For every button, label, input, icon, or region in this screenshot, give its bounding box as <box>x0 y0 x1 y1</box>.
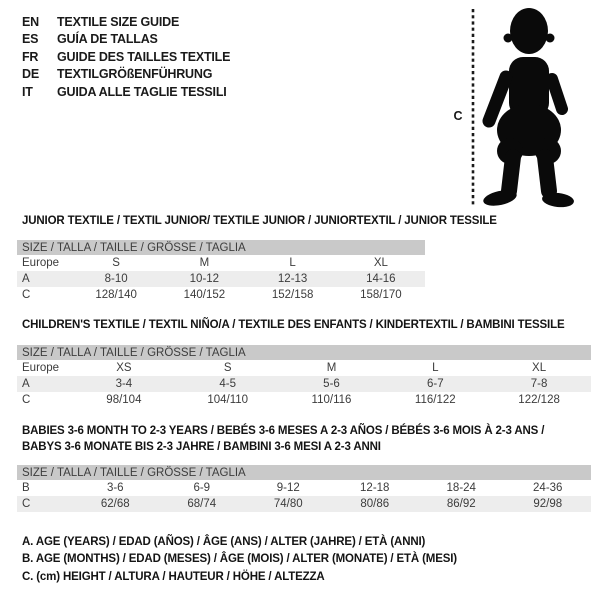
size-cell: 86/92 <box>418 496 505 512</box>
size-cell: 110/116 <box>311 394 352 406</box>
lang-code: EN <box>22 14 39 29</box>
lang-title: TEXTILGRÖßENFÜHRUNG <box>57 67 213 82</box>
size-cell: S <box>223 362 232 374</box>
size-header-cell: SIZE / TALLA / TAILLE / GRÖSSE / TAGLIA <box>17 240 425 255</box>
lang-row-de <box>22 66 230 84</box>
size-cell: 7-8 <box>487 376 591 392</box>
baby-silhouette-icon <box>482 8 575 209</box>
size-cell: 3-4 <box>72 376 176 392</box>
junior-size-table <box>17 240 425 303</box>
children-table-title: CHILDREN'S TEXTILE / TEXTIL NIÑO/A / TEXTILE DES ENFANTS / KINDERTEXTIL / BAMBINI TESSILE <box>22 319 565 331</box>
table-row <box>17 345 591 360</box>
size-cell: 12-18 <box>360 482 390 494</box>
table-row <box>17 255 425 271</box>
table-row <box>17 360 591 376</box>
lang-row-fr <box>22 48 230 66</box>
size-header-cell: SIZE / TALLA / TAILLE / GRÖSSE / TAGLIA <box>17 345 591 360</box>
size-cell: 4-5 <box>176 376 280 392</box>
size-cell: 10-12 <box>160 271 248 287</box>
size-cell: 68/74 <box>159 496 246 512</box>
size-cell: 5-6 <box>280 376 384 392</box>
table-row <box>17 287 425 303</box>
row-label-cell: B <box>22 482 30 494</box>
size-cell: 18-24 <box>446 482 476 494</box>
row-label-cell: C <box>17 496 72 512</box>
size-cell: XS <box>116 362 132 374</box>
table-row <box>17 480 591 496</box>
size-cell: 3-6 <box>106 482 124 494</box>
size-cell: 14-16 <box>337 271 425 287</box>
babies-title-line-2: BABYS 3-6 MONATE BIS 2-3 JAHRE / BAMBINI 3-6 MESI A 2-3 ANNI <box>22 440 381 453</box>
size-cell: 6-7 <box>383 376 487 392</box>
size-cell: 80/86 <box>332 496 419 512</box>
size-cell: 6-9 <box>193 482 211 494</box>
lang-code: ES <box>22 32 39 47</box>
size-cell: 9-12 <box>276 482 300 494</box>
lang-row-en <box>22 13 230 31</box>
size-cell: L <box>289 257 296 269</box>
size-cell: 122/128 <box>518 394 560 406</box>
measure-label: C <box>453 109 463 123</box>
table-row <box>17 376 591 392</box>
size-cell: 12-13 <box>249 271 337 287</box>
size-cell: 98/104 <box>106 394 142 406</box>
babies-size-table <box>17 465 591 512</box>
size-cell: 128/140 <box>95 289 137 301</box>
row-label-cell: A <box>17 376 72 392</box>
size-cell: 158/170 <box>360 289 402 301</box>
size-cell: XL <box>373 257 388 269</box>
junior-table-title: JUNIOR TEXTILE / TEXTIL JUNIOR/ TEXTILE JUNIOR / JUNIORTEXTIL / JUNIOR TESSILE <box>22 215 497 227</box>
size-cell: 62/68 <box>72 496 159 512</box>
language-title-list <box>22 13 230 101</box>
footnote-a: A. AGE (YEARS) / EDAD (AÑOS) / ÂGE (ANS) / ALTER (JAHRE) / ETÀ (ANNI) <box>22 536 426 548</box>
row-label-cell: C <box>22 289 31 301</box>
lang-code: DE <box>22 67 39 82</box>
size-cell: 74/80 <box>245 496 332 512</box>
table-row <box>17 496 591 512</box>
table-row <box>17 392 591 408</box>
lang-title: TEXTILE SIZE GUIDE <box>57 14 180 29</box>
row-label-cell: Europe <box>22 257 60 269</box>
size-cell: 24-36 <box>533 482 563 494</box>
lang-title: GUIDA ALLE TAGLIE TESSILI <box>57 84 227 99</box>
size-cell: XL <box>532 362 547 374</box>
size-cell: L <box>432 362 439 374</box>
lang-code: IT <box>22 84 33 99</box>
table-row <box>17 271 425 287</box>
children-size-table <box>17 345 591 408</box>
size-cell: S <box>112 257 120 269</box>
size-cell: 116/122 <box>414 394 456 406</box>
size-cell: M <box>199 257 210 269</box>
lang-row-it <box>22 83 230 101</box>
footnote-b: B. AGE (MONTHS) / EDAD (MESES) / ÂGE (MOIS) / ALTER (MONATE) / ETÀ (MESI) <box>22 553 457 566</box>
size-cell: 152/158 <box>271 289 314 301</box>
babies-title-line-1: BABIES 3-6 MONTH TO 2-3 YEARS / BEBÉS 3-6 MESES A 2-3 AÑOS / BÉBÉS 3-6 MOIS À 2-3 ANS / <box>22 425 545 437</box>
table-row <box>17 240 425 255</box>
lang-title: GUIDE DES TAILLES TEXTILE <box>57 49 231 64</box>
lang-row-es <box>22 31 230 49</box>
row-label-cell: A <box>17 271 72 287</box>
row-label-cell: Europe <box>22 362 60 374</box>
size-cell: M <box>326 362 337 374</box>
lang-code: FR <box>22 49 39 64</box>
babies-table-title <box>22 424 544 455</box>
lang-title: GUÍA DE TALLAS <box>57 32 158 47</box>
size-cell: 8-10 <box>72 271 160 287</box>
table-row <box>17 465 591 480</box>
size-header-cell: SIZE / TALLA / TAILLE / GRÖSSE / TAGLIA <box>17 465 591 480</box>
footnote-c: C. (cm) HEIGHT / ALTURA / HAUTEUR / HÖHE / ALTEZZA <box>22 570 325 583</box>
footnotes <box>22 536 457 588</box>
size-cell: 140/152 <box>183 289 226 301</box>
baby-figure-area <box>450 3 596 213</box>
size-cell: 104/110 <box>207 394 249 406</box>
size-cell: 92/98 <box>505 496 592 512</box>
row-label-cell: C <box>22 394 31 406</box>
